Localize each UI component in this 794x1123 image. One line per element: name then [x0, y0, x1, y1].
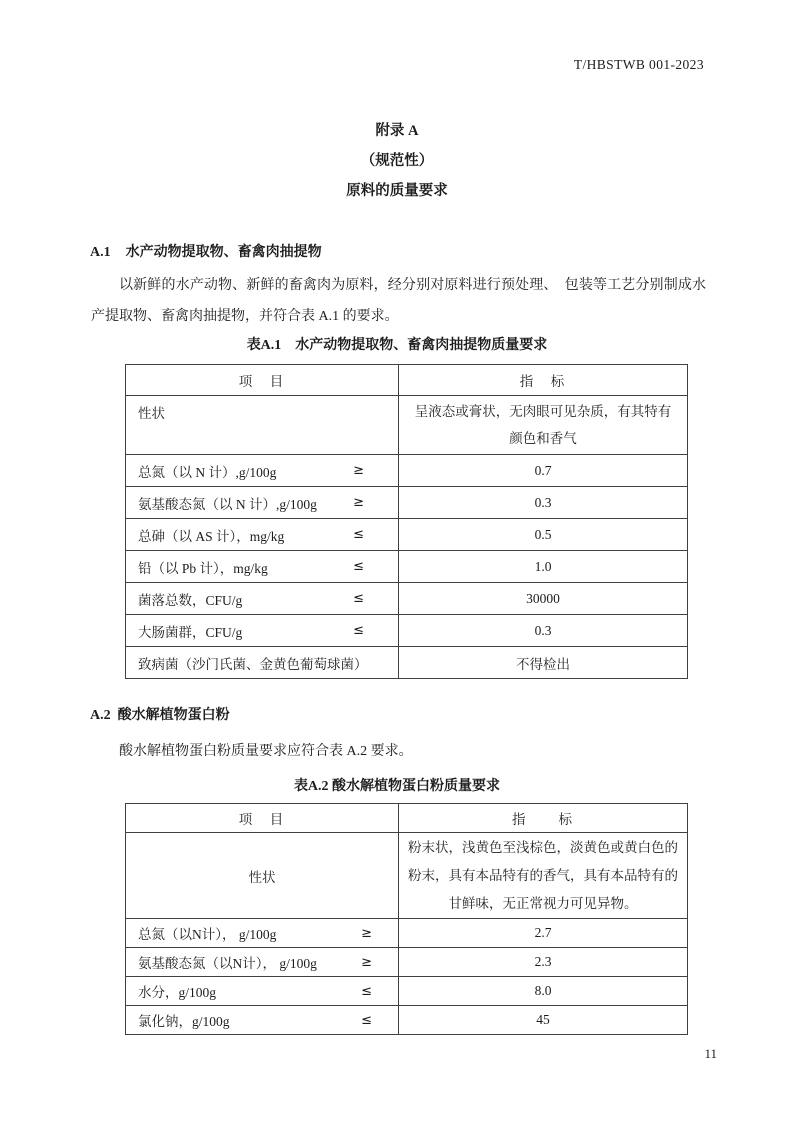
page-number: 11: [704, 1046, 717, 1061]
row-value: 8.0: [534, 983, 552, 998]
row-value: 0.7: [534, 462, 552, 478]
table-row: [126, 550, 687, 582]
table-row: [126, 646, 687, 678]
row-comparator: ≥: [361, 925, 372, 941]
row-item-label: 氨基酸态氮（以 N 计）,g/100g: [138, 496, 317, 512]
row-item-label: 氯化钠，g/100g: [138, 1014, 230, 1029]
row-comparator: ≤: [361, 983, 372, 999]
section-a2-heading: [90, 704, 230, 724]
row-item-label: 致病菌（沙门氏菌、金黄色葡萄球菌）: [138, 656, 368, 672]
row-item-label: 总砷（以 AS 计），mg/kg: [138, 528, 285, 544]
table-row: [126, 486, 687, 518]
row-value: 30000: [526, 590, 560, 606]
table-row: [126, 832, 687, 918]
row-item-label: 大肠菌群，CFU/g: [138, 624, 243, 640]
table-row: [126, 976, 687, 1005]
row-value: 呈液态或膏状，无肉眼可见杂质，有其特有颜色和香气: [414, 404, 672, 446]
row-comparator: ≥: [353, 463, 364, 478]
row-value: 2.7: [534, 925, 552, 940]
column-header-item: 项 目: [238, 374, 286, 389]
row-item-label: 性状: [138, 406, 165, 421]
row-value: 0.5: [534, 526, 552, 542]
row-value: 0.3: [534, 622, 552, 638]
section-a2-number: A.2: [90, 708, 111, 723]
section-a2-paragraph: 酸水解植物蛋白粉质量要求应符合表 A.2 要求。: [119, 744, 413, 759]
appendix-topic: 原料的质量要求: [346, 183, 448, 199]
row-item-label: 总氮（以 N 计）,g/100g: [138, 464, 277, 480]
row-item-label: 总氮（以N计）， g/100g: [138, 927, 277, 942]
section-a1-title: 水产动物提取物、畜禽肉抽提物: [125, 245, 322, 260]
row-value: 粉末状，浅黄色至浅棕色，淡黄色或黄白色的粉末，具有本品特有的香气，具有本品特有的甘鲜味，无正常视力可见异物。: [408, 839, 678, 911]
column-header-indicator: 指 标: [519, 374, 567, 389]
table-row: [126, 518, 687, 550]
row-item-label: 性状: [248, 869, 276, 885]
table-row: [126, 582, 687, 614]
row-value: 0.3: [534, 494, 552, 510]
doc-number: T/HBSTWB 001-2023: [573, 57, 704, 72]
table-a2-caption: 表A.2 酸水解植物蛋白粉质量要求: [293, 779, 501, 794]
row-comparator: ≥: [361, 954, 372, 970]
row-comparator: ≥: [353, 495, 364, 510]
row-comparator: ≤: [353, 559, 364, 574]
table-header-row: [126, 365, 687, 395]
appendix-subtitle: （规范性）: [360, 153, 434, 169]
table-a2: [125, 803, 688, 1035]
appendix-title-block: [0, 116, 794, 206]
section-a1-paragraph: 以新鲜的水产动物、新鲜的畜禽肉为原料，经分别对原料进行预处理、 包装等工艺分别制成水产提取物、畜禽肉抽提物，并符合表 A.1 的要求。: [91, 278, 706, 324]
section-a1-heading: [90, 241, 322, 261]
table-row: [126, 947, 687, 976]
row-item-label: 水分，g/100g: [138, 985, 217, 1000]
table-row: [126, 614, 687, 646]
row-item-label: 氨基酸态氮（以N计）， g/100g: [138, 956, 317, 971]
column-header-item: 项 目: [238, 812, 286, 827]
table-row: [126, 395, 687, 454]
table-a1-caption: 表A.1 水产动物提取物、畜禽肉抽提物质量要求: [246, 338, 548, 353]
section-a1-number: A.1: [90, 245, 111, 260]
row-value: 不得检出: [516, 656, 570, 672]
row-comparator: ≤: [353, 527, 364, 542]
row-value: 1.0: [534, 558, 552, 574]
row-value: 45: [536, 1012, 550, 1027]
table-row: [126, 918, 687, 947]
row-comparator: ≤: [353, 623, 364, 638]
row-value: 2.3: [534, 954, 552, 969]
row-item-label: 铅（以 Pb 计），mg/kg: [138, 560, 268, 576]
row-comparator: ≤: [361, 1012, 372, 1028]
row-item-label: 菌落总数，CFU/g: [138, 592, 243, 608]
column-header-indicator: 指 标: [512, 812, 574, 827]
table-header-row: [126, 804, 687, 832]
table-row: [126, 1005, 687, 1034]
row-comparator: ≤: [353, 591, 364, 606]
table-row: [126, 454, 687, 486]
section-a2-title: 酸水解植物蛋白粉: [117, 708, 230, 723]
appendix-title: 附录 A: [375, 123, 419, 139]
table-a1: [125, 364, 688, 679]
